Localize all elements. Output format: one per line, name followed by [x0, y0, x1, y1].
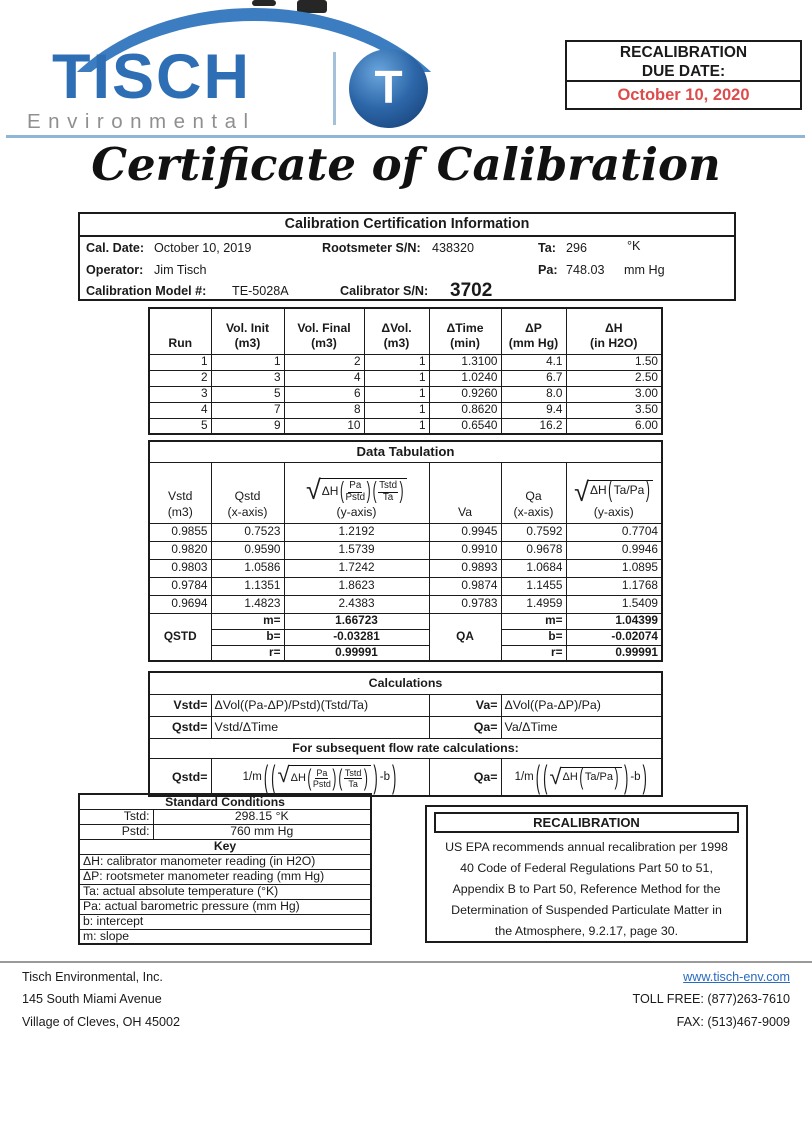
table-cell: 1.1351 [211, 577, 284, 595]
col-header-qa: Qa (x-axis) [501, 462, 566, 523]
qa-sub-formula: 1/m ( ( √ ΔH ( Ta/Pa ) ) -b ) [501, 758, 662, 796]
table-cell: 0.7592 [501, 523, 566, 541]
table-row [149, 541, 662, 559]
table-cell: 0.9784 [149, 577, 211, 595]
qstd-b-label: b= [211, 629, 284, 645]
table-cell: 4.1 [501, 354, 566, 370]
operator-label: Operator: [86, 263, 144, 277]
qa-sqrt-formula: √ ΔH ( Ta/Pa ) [574, 480, 653, 504]
table-cell: 2 [149, 370, 211, 386]
table-cell: 0.9783 [429, 595, 501, 613]
table-cell: 0.9855 [149, 523, 211, 541]
table-cell: 0.9678 [501, 541, 566, 559]
logo-divider [333, 52, 336, 125]
qstd-sub-label: Qstd= [149, 758, 211, 796]
table-cell: 1.3100 [429, 354, 501, 370]
table-cell: 3.00 [566, 386, 662, 402]
recalibration-note-body [427, 836, 746, 943]
key-row [79, 899, 371, 914]
footer-divider [0, 961, 812, 963]
col-header-dh: ΔH (in H2O) [566, 308, 662, 354]
key-item: ΔH: calibrator manometer reading (in H2O) [79, 854, 371, 869]
col-header-dtime: ΔTime (min) [429, 308, 501, 354]
calibrator-sn-value: 3702 [450, 280, 493, 301]
note-line: Appendix B to Part 50, Reference Method for the [452, 882, 721, 896]
calc-row-vstd-va [149, 694, 662, 716]
pa-label: Pa: [538, 263, 558, 277]
col-header-dp: ΔP (mm Hg) [501, 308, 566, 354]
table-cell: 1 [364, 386, 429, 402]
col-header-dvol: ΔVol. (m3) [364, 308, 429, 354]
run-table [148, 307, 663, 435]
qstd-b-value: -0.03281 [284, 629, 429, 645]
key-item: b: intercept [79, 914, 371, 929]
data-tabulation-title: Data Tabulation [149, 441, 662, 462]
table-cell: 9 [211, 418, 284, 434]
run-table-header-row [149, 308, 662, 354]
va-formula: ΔVol((Pa-ΔP)/Pa) [501, 694, 662, 716]
table-cell: 2.50 [566, 370, 662, 386]
table-cell: 1.5739 [284, 541, 429, 559]
qstd-m-label: m= [211, 613, 284, 629]
standard-conditions-title: Standard Conditions [79, 794, 371, 809]
data-tabulation-table [148, 440, 663, 662]
summary-row-r [149, 645, 662, 661]
table-cell: 5 [211, 386, 284, 402]
table-cell: 1 [364, 370, 429, 386]
qa-m-label: m= [501, 613, 566, 629]
qa-formula: Va/ΔTime [501, 716, 662, 738]
table-cell: 8 [284, 402, 364, 418]
table-cell: 4 [284, 370, 364, 386]
cal-info-section [78, 212, 736, 301]
table-cell: 0.7523 [211, 523, 284, 541]
col-header-qa-formula: √ ΔH ( Ta/Pa ) (y-axis) [566, 462, 662, 523]
calculations-title: Calculations [149, 672, 662, 694]
recalibration-note-title: RECALIBRATION [434, 812, 739, 833]
table-cell: 1.50 [566, 354, 662, 370]
col-header-vol-init: Vol. Init (m3) [211, 308, 284, 354]
address-line1: 145 South Miami Avenue [22, 992, 162, 1007]
qstd-label: QSTD [149, 613, 211, 661]
pstd-value: 760 mm Hg [153, 824, 371, 839]
col-header-va: Va [429, 462, 501, 523]
table-cell: 3 [149, 386, 211, 402]
standard-conditions-table [78, 793, 372, 945]
qa-label: QA [429, 613, 501, 661]
col-header-qstd-formula: √ ΔH ( Pa Pstd ) ( Tstd Ta ) (y-axis) [284, 462, 429, 523]
table-cell: 1.1768 [566, 577, 662, 595]
table-row [149, 559, 662, 577]
qa-sub-label: Qa= [429, 758, 501, 796]
table-cell: 1.0895 [566, 559, 662, 577]
table-cell: 0.9874 [429, 577, 501, 595]
ta-value: 296 [566, 241, 588, 255]
table-cell: 1.2192 [284, 523, 429, 541]
summary-row-b [149, 629, 662, 645]
calculations-table [148, 671, 663, 797]
table-cell: 1 [149, 354, 211, 370]
toll-free-number: TOLL FREE: (877)263-7610 [632, 992, 790, 1007]
table-cell: 6.7 [501, 370, 566, 386]
note-line: Determination of Suspended Particulate Matter in [451, 903, 722, 917]
website-link[interactable]: www.tisch-env.com [683, 970, 790, 984]
table-cell: 0.9946 [566, 541, 662, 559]
table-row [149, 595, 662, 613]
table-cell: 1.5409 [566, 595, 662, 613]
table-cell: 1.0684 [501, 559, 566, 577]
table-cell: 1.8623 [284, 577, 429, 595]
key-item: Pa: actual barometric pressure (mm Hg) [79, 899, 371, 914]
table-cell: 6 [284, 386, 364, 402]
qstd-eq-label: Qstd= [149, 716, 211, 738]
table-row [149, 354, 662, 370]
rootsmeter-value: 438320 [432, 241, 475, 255]
address-line2: Village of Cleves, OH 45002 [22, 1014, 180, 1029]
table-row [149, 577, 662, 595]
qstd-sqrt-formula: √ ΔH ( Pa Pstd ) ( Tstd Ta ) [306, 478, 407, 504]
qa-b-label: b= [501, 629, 566, 645]
key-title: Key [79, 839, 371, 854]
table-cell: 1 [364, 402, 429, 418]
rootsmeter-label: Rootsmeter S/N: [322, 241, 421, 255]
key-row [79, 884, 371, 899]
company-name: Tisch Environmental, Inc. [22, 970, 163, 984]
qstd-r-label: r= [211, 645, 284, 661]
vstd-eq-label: Vstd= [149, 694, 211, 716]
fax-number: FAX: (513)467-9009 [676, 1014, 790, 1029]
table-cell: 0.9945 [429, 523, 501, 541]
qa-r-value: 0.99991 [566, 645, 662, 661]
qstd-m-value: 1.66723 [284, 613, 429, 629]
va-eq-label: Va= [429, 694, 501, 716]
due-box-title: RECALIBRATION DUE DATE: [567, 42, 800, 82]
table-row [149, 386, 662, 402]
tstd-value: 298.15 °K [153, 809, 371, 824]
calc-row-qstd-qa [149, 716, 662, 738]
cal-info-title: Calibration Certification Information [80, 214, 734, 237]
operator-value: Jim Tisch [154, 263, 207, 277]
recalibration-due-box [565, 40, 802, 110]
table-cell: 0.9260 [429, 386, 501, 402]
recalibration-note-section [425, 805, 748, 943]
qstd-sub-formula: 1/m ( ( √ ΔH ( Pa Pstd ) ( Tstd Ta ) ) -b ) [211, 758, 429, 796]
model-label: Calibration Model #: [86, 284, 207, 298]
qa-r-label: r= [501, 645, 566, 661]
table-cell: 10 [284, 418, 364, 434]
key-item: Ta: actual absolute temperature (°K) [79, 884, 371, 899]
table-row [149, 418, 662, 434]
footer-address-block [22, 966, 180, 1033]
cal-date-value: October 10, 2019 [154, 241, 252, 255]
tisch-ball-icon: T [349, 49, 428, 128]
table-cell: 2 [284, 354, 364, 370]
qa-eq-label: Qa= [429, 716, 501, 738]
key-row [79, 929, 371, 944]
logo-subtitle: Environmental [27, 110, 256, 133]
table-cell: 1 [364, 354, 429, 370]
tstd-row [79, 809, 371, 824]
note-line: 40 Code of Federal Regulations Part 50 to 51, [460, 861, 713, 875]
col-header-qstd: Qstd (x-axis) [211, 462, 284, 523]
pa-value: 748.03 [566, 263, 605, 277]
model-value: TE-5028A [232, 284, 289, 298]
tstd-label: Tstd: [79, 809, 153, 824]
col-header-vol-final: Vol. Final (m3) [284, 308, 364, 354]
vstd-formula: ΔVol((Pa-ΔP)/Pstd)(Tstd/Ta) [211, 694, 429, 716]
ta-unit: °K [627, 239, 641, 253]
certificate-title: Certificate of Calibration [91, 138, 721, 191]
summary-row-m [149, 613, 662, 629]
key-item: m: slope [79, 929, 371, 944]
table-cell: 0.9694 [149, 595, 211, 613]
table-cell: 6.00 [566, 418, 662, 434]
calibrator-sn-label: Calibrator S/N: [340, 284, 429, 298]
logo-wordmark: TISCH [52, 42, 251, 112]
table-cell: 0.6540 [429, 418, 501, 434]
table-cell: 1.1455 [501, 577, 566, 595]
table-cell: 7 [211, 402, 284, 418]
table-cell: 9.4 [501, 402, 566, 418]
pa-unit: mm Hg [624, 263, 665, 277]
table-cell: 1 [211, 354, 284, 370]
table-cell: 1.7242 [284, 559, 429, 577]
table-cell: 4 [149, 402, 211, 418]
table-cell: 1.0240 [429, 370, 501, 386]
table-cell: 0.9820 [149, 541, 211, 559]
qstd-r-value: 0.99991 [284, 645, 429, 661]
table-cell: 0.9910 [429, 541, 501, 559]
table-row [149, 402, 662, 418]
note-line: the Atmosphere, 9.2.17, page 30. [494, 924, 679, 938]
table-cell: 8.0 [501, 386, 566, 402]
due-date: October 10, 2020 [617, 86, 750, 104]
table-cell: 5 [149, 418, 211, 434]
cal-date-label: Cal. Date: [86, 241, 145, 255]
table-row [149, 370, 662, 386]
key-item: ΔP: rootsmeter manometer reading (mm Hg) [79, 869, 371, 884]
footer-contact-block [632, 966, 790, 1033]
scan-artifact [252, 0, 276, 6]
table-cell: 16.2 [501, 418, 566, 434]
note-line: US EPA recommends annual recalibration per 1998 [445, 840, 728, 854]
pstd-row [79, 824, 371, 839]
qstd-formula: Vstd/ΔTime [211, 716, 429, 738]
table-cell: 1.4959 [501, 595, 566, 613]
table-cell: 3.50 [566, 402, 662, 418]
subsequent-title: For subsequent flow rate calculations: [149, 738, 662, 758]
col-header-run: Run [149, 308, 211, 354]
key-row [79, 914, 371, 929]
table-row [149, 523, 662, 541]
pstd-label: Pstd: [79, 824, 153, 839]
table-cell: 1 [364, 418, 429, 434]
table-cell: 0.7704 [566, 523, 662, 541]
table-cell: 1.0586 [211, 559, 284, 577]
data-tabulation-header-row [149, 462, 662, 523]
table-cell: 0.8620 [429, 402, 501, 418]
key-row [79, 854, 371, 869]
key-row [79, 869, 371, 884]
qa-m-value: 1.04399 [566, 613, 662, 629]
col-header-vstd: Vstd (m3) [149, 462, 211, 523]
table-cell: 1.4823 [211, 595, 284, 613]
calc-row-subsequent [149, 758, 662, 796]
ta-label: Ta: [538, 241, 556, 255]
table-cell: 2.4383 [284, 595, 429, 613]
table-cell: 3 [211, 370, 284, 386]
table-cell: 0.9893 [429, 559, 501, 577]
table-cell: 0.9803 [149, 559, 211, 577]
qa-b-value: -0.02074 [566, 629, 662, 645]
table-cell: 0.9590 [211, 541, 284, 559]
